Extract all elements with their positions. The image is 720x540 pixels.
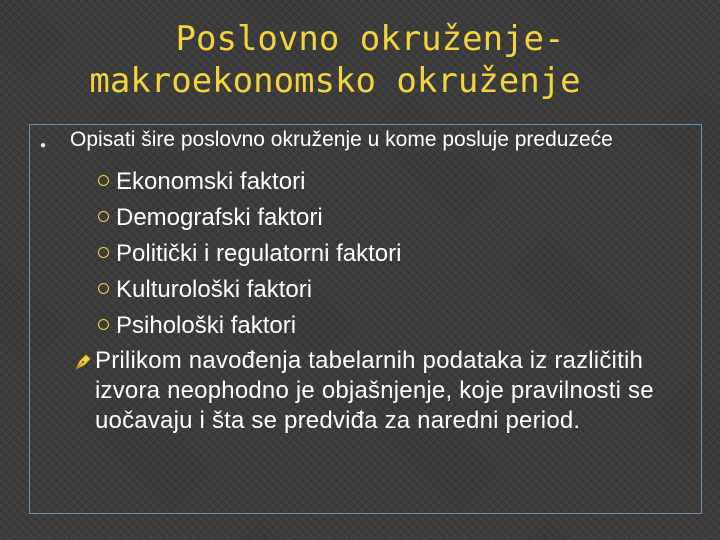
bullet-main-2-text: Prilikom navođenja tabelarnih podataka iz različitih izvora neophodno je objašnjenje, koje pravilnosti se uočavaju i šta se predviđa za naredni period. [95, 347, 654, 434]
list-item [40, 164, 690, 200]
bullet-main-1-text: Opisati šire poslovno okruženje u kome posluje preduzeće [70, 128, 613, 151]
sub-bullet-list [40, 164, 690, 344]
sub-item-text: Kulturološki faktori [116, 276, 313, 303]
bullet-main-2 [40, 346, 690, 436]
list-item [40, 236, 690, 272]
sub-item-text: Psihološki faktori [116, 312, 297, 339]
list-item [40, 200, 690, 236]
title-line-2: makroekonomsko okruženje [89, 61, 581, 101]
circle-bullet-icon [98, 211, 109, 222]
circle-bullet-icon [98, 283, 109, 294]
list-item [40, 308, 690, 344]
circle-bullet-icon [98, 247, 109, 258]
slide-title [0, 18, 720, 102]
bullet-main-1 [40, 128, 690, 152]
title-line-1: Poslovno okruženje- [175, 19, 565, 59]
circle-bullet-icon [98, 175, 109, 186]
circle-bullet-icon [98, 319, 109, 330]
sub-item-text: Ekonomski faktori [116, 168, 306, 195]
sub-item-text: Politički i regulatorni faktori [116, 240, 402, 267]
dot-icon: ● [40, 140, 47, 151]
slide-content [40, 128, 690, 436]
list-item [40, 272, 690, 308]
sub-item-text: Demografski faktori [116, 204, 323, 231]
pen-nib-icon [74, 353, 92, 371]
